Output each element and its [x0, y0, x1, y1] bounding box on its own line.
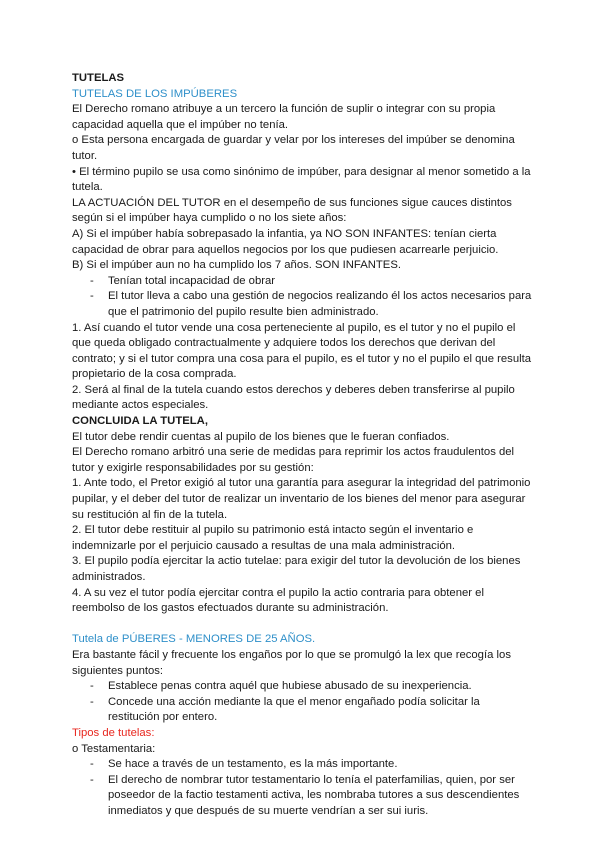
paragraph: 3. El pupilo podía ejercitar la actio tutelae: para exigir del tutor la devolución de los bienes administrados.	[72, 555, 521, 583]
section-heading-puberes: Tutela de PÚBERES - MENORES DE 25 AÑOS.	[72, 633, 316, 646]
paragraph: El Derecho romano arbitró una serie de medidas para reprimir los actos fraudulentos del tutor y exigirle responsabilidades por su gestión:	[72, 446, 515, 474]
paragraph: 2. El tutor debe restituir al pupilo su patrimonio está intacto según el inventario e indemnizarle por el perjuicio causado a resultas de una mala administración.	[72, 524, 474, 552]
paragraph: El tutor debe rendir cuentas al pupilo de los bienes que le fueran confiados.	[72, 430, 450, 443]
paragraph: B) Si el impúber aun no ha cumplido los 7 años. SON INFANTES.	[72, 259, 402, 272]
paragraph: • El término pupilo se usa como sinónimo de impúber, para designar al menor sometido a la tutela.	[72, 165, 531, 194]
list-item: - Establece penas contra aquél que hubiese abusado de su inexperiencia.	[72, 679, 532, 695]
paragraph: o Esta persona encargada de guardar y velar por los intereses del impúber se denomina tutor.	[72, 134, 515, 162]
paragraph: o Testamentaria:	[72, 742, 156, 755]
paragraph: A) Si el impúber había sobrepasado la infantia, ya NO SON INFANTES: tenían cierta capacidad de obrar para aquellos negocios por los que pudiesen acarrearle perjuicio.	[72, 227, 499, 256]
list-item: - El derecho de nombrar tutor testamentario lo tenía el paterfamilias, quien, por ser poseedor de la factio testamenti activa, les nombraba tutores a sus descendientes inmediatos y que después de su muerte vendrían a ser sui iuris.	[72, 773, 532, 820]
section-heading-concluida: CONCLUIDA LA TUTELA,	[72, 415, 208, 428]
paragraph: 1. Ante todo, el Pretor exigió al tutor una garantía para asegurar la integridad del patrimonio pupilar, y el deber del tutor de realizar un inventario de los bienes del menor para asegurar su restitución al fin de la tutela.	[72, 477, 531, 521]
list-item: - Se hace a través de un testamento, es la más importante.	[72, 757, 532, 773]
paragraph: 4. A su vez el tutor podía ejercitar contra el pupilo la actio contraria para obtener el reembolso de los gastos efectuados durante su administración.	[72, 586, 484, 615]
paragraph: 2. Será al final de la tutela cuando estos derechos y deberes deben transferirse al pupilo mediante actos especiales.	[72, 383, 515, 412]
spacer	[72, 617, 532, 633]
document-page	[72, 71, 532, 820]
list-item: - El tutor lleva a cabo una gestión de negocios realizando él los actos necesarios para que el patrimonio del pupilo resulte bien administrado.	[72, 289, 532, 320]
section-heading-impuberes: TUTELAS DE LOS IMPÚBERES	[72, 87, 238, 100]
document-title: TUTELAS	[72, 72, 125, 84]
paragraph: El Derecho romano atribuye a un tercero la función de suplir o integrar con su propia capacidad aquella que el impúber no tenía.	[72, 103, 496, 131]
bullet-list	[72, 274, 532, 321]
list-item: - Tenían total incapacidad de obrar	[72, 274, 532, 290]
list-item: - Concede una acción mediante la que el menor engañado podía solicitar la restitución por entero.	[72, 695, 532, 726]
paragraph: 1. Así cuando el tutor vende una cosa perteneciente al pupilo, es el tutor y no el pupilo el que queda obligado contractualmente y adquiere todos los derechos que derivan del contrato; y si el tutor compra una cosa para el pupilo, es el tutor y no el pupilo el que resulta propietario de la cosa comprada.	[72, 321, 532, 381]
bullet-list	[72, 679, 532, 726]
paragraph: LA ACTUACIÓN DEL TUTOR en el desempeño de sus funciones sigue cauces distintos según si el impúber haya cumplido o no los siete años:	[72, 196, 512, 225]
section-heading-tipos: Tipos de tutelas:	[72, 726, 155, 739]
bullet-list	[72, 757, 532, 819]
paragraph: Era bastante fácil y frecuente los engaños por lo que se promulgó la lex que recogía los siguientes puntos:	[72, 648, 511, 677]
